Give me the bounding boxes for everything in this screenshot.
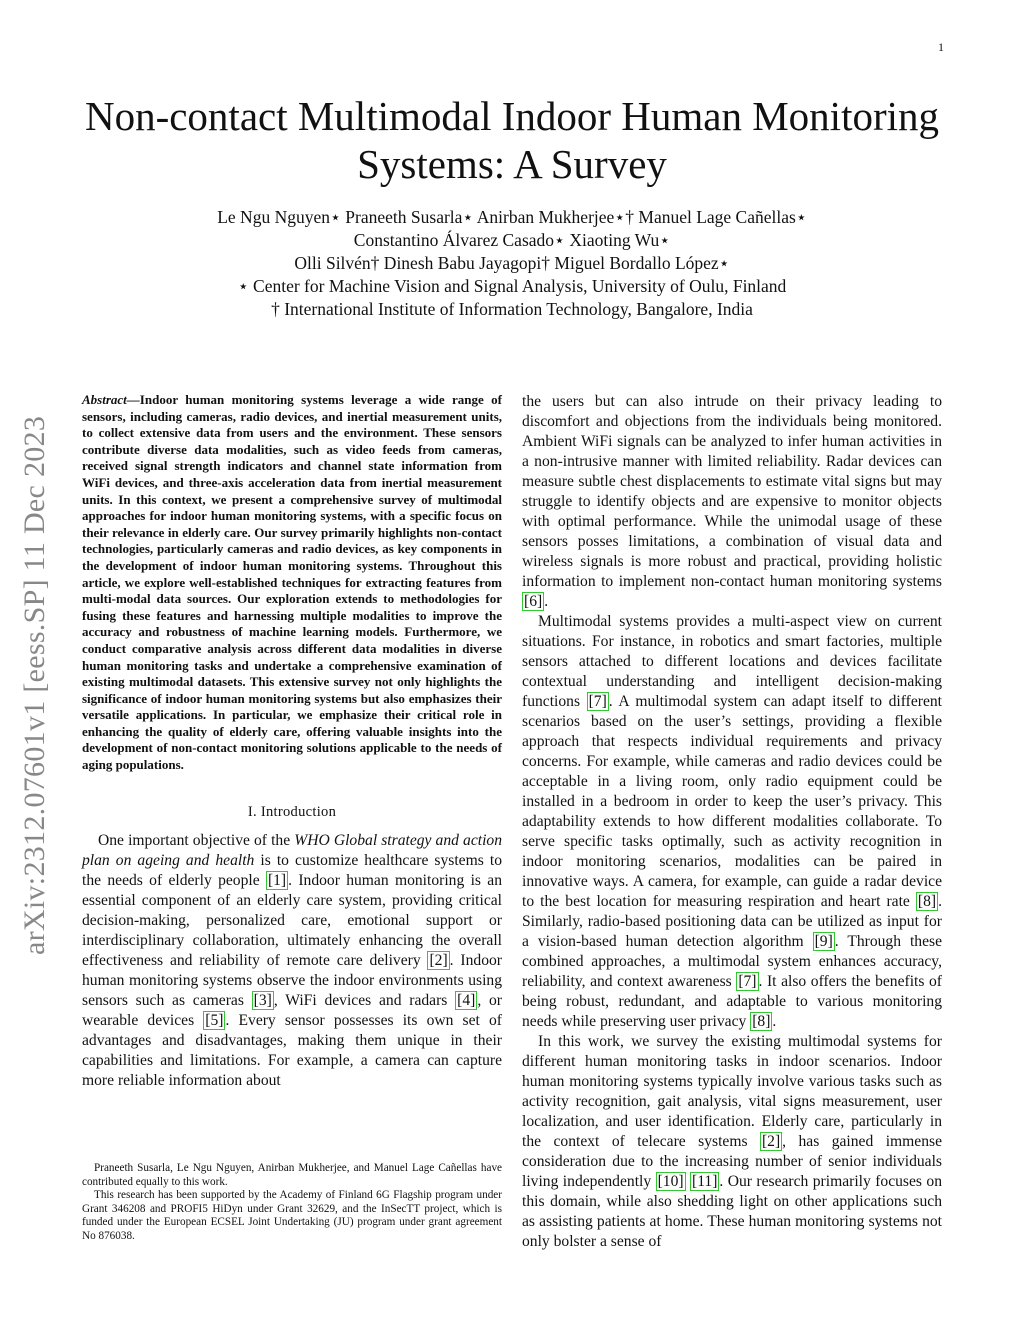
author-line-2: Constantino Álvarez Casado⋆ Xiaoting Wu⋆ <box>353 230 671 250</box>
intro-paragraph: One important objective of the WHO Global strategy and action plan on ageing and health is to customize healthcare systems to the needs of elderly people [1] . Indoor human monitoring is an essential component of an elderly care system, providing critical decision-making, personalized care, emotional support or interdisciplinary collaboration, ultimately enhancing the overall effectiveness and reliability of remote care delivery [2] . Indoor human monitoring systems observe the indoor environments using sensors such as cameras [3] , WiFi devices and radars [4] , or wearable devices [5] . Every sensor possesses its own set of advantages and disadvantages, making them unique in their capabilities and limitations. For example, a camera can capture more reliable information about <box>82 831 503 1089</box>
citation-link[interactable]: [2] <box>761 1133 781 1150</box>
affiliation-1: ⋆ Center for Machine Vision and Signal Analysis, University of Oulu, Finland <box>237 276 787 296</box>
abstract-text: Indoor human monitoring systems leverage a wide range of sensors, including cameras, radio devices, and inertial measurement units, to collect extensive data from users and the environment. These sensors contribute diverse data modalities, such as video feeds from cameras, received signal strength indicators and channel state information from WiFi devices, and three-axis acceleration data from inertial measurement units. In this context, we present a comprehensive survey of multimodal approaches for indoor human monitoring systems, with a specific focus on their relevance in elderly care. Our survey primarily highlights non-contact technologies, particularly cameras and radio devices, as key components in the development of indoor human monitoring systems. Throughout this article, we explore well-established techniques for extracting features from multi-modal data sources. Our exploration extends to methodologies for fusing these features and harnessing multiple modalities to improve the accuracy and robustness of machine learning models. Furthermore, we conduct comparative analysis across different data modalities in diverse human monitoring tasks and undertake a comprehensive examination of existing multimodal datasets. This extensive survey not only highlights the significance of indoor human monitoring systems but also emphasizes their versatile applications. In particular, we emphasize their critical role in enhancing the quality of elderly care, offering valuable insights into the development of non-contact monitoring solutions applicable to the needs of aging populations. <box>82 392 502 773</box>
body-paragraph: Multimodal systems provides a multi-aspect view on current situations. For instance, in robotics and smart factories, multiple sensors attached to different locations and devices facilitate contextual understanding and intelligent decision-making functions [7] . A multimodal system can adapt itself to different scenarios based on the user’s settings, providing a flexible approach that respects individual requirements and privacy concerns. For example, while cameras and radio devices could be acceptable in a living room, only radio equipment could be installed in a bedroom in order to keep the user’s privacy. This adaptability extends to how different modalities collaborate. To serve specific tasks optimally, such as activity recognition in indoor monitoring scenarios, modalities can be paired in innovative ways. A camera, for example, can guide a radar device to the best location for measuring respiration and heart rate [8] . Similarly, radio-based positioning data can be utilized as input for a vision-based human detection algorithm [9] . Through these combined approaches, a multimodal system enhances accuracy, reliability, and context awareness [7] . It also offers the benefits of being robust, redundant, and adaptable to various monitoring needs while preserving user privacy [8] . <box>522 613 942 1030</box>
citation-link[interactable]: [11] <box>692 1173 718 1190</box>
author-line-3: Olli Silvén† Dinesh Babu Jayagopi† Miguel Bordallo López⋆ <box>294 253 730 273</box>
citation-link[interactable]: [7] <box>588 693 607 710</box>
title-line-2: Systems: A Survey <box>357 141 667 187</box>
footnote-2: This research has been supported by the Academy of Finland 6G Flagship program under Grant 346208 and PROFI5 HiDyn under Grant 32629, and the InSecTT project, which is funded under the European ECSEL Joint Undertaking (JU) program under grant agreement No 876038. <box>82 1189 502 1242</box>
author-line-1: Le Ngu Nguyen⋆ Praneeth Susarla⋆ Anirban Mukherjee⋆† Manuel Lage Cañellas⋆ <box>217 207 807 227</box>
author-block <box>100 206 924 321</box>
citation-link[interactable]: [3] <box>253 991 272 1009</box>
paper-title <box>60 92 964 188</box>
citation-link[interactable]: [4] <box>457 991 476 1009</box>
abstract-heading: Abstract— <box>82 392 140 407</box>
citation-link[interactable]: [10] <box>657 1173 684 1190</box>
left-column <box>82 392 502 1091</box>
citation-link[interactable]: [7] <box>738 973 757 990</box>
citation-link[interactable]: [1] <box>267 871 287 889</box>
body-paragraph: the users but can also intrude on their privacy leading to discomfort and objections from the individuals being monitored. Ambient WiFi signals can be analyzed to infer human activities in a non-intrusive manner with limited reliability. Radar devices can measure subtle chest displacements to estimate vital signs but may struggle to identify objects and are expensive to monitor objects with optimal performance. While the unimodal usage of these sensors posses limitations, a combination of visual data and wireless signals is more robust and practical, providing holistic information to implement non-contact human monitoring systems [6] . <box>522 393 942 610</box>
title-line-1: Non-contact Multimodal Indoor Human Monitoring <box>84 93 940 139</box>
page-number: 1 <box>938 40 944 54</box>
citation-link[interactable]: [8] <box>752 1013 771 1030</box>
citation-link[interactable]: [2] <box>429 951 448 969</box>
intro-body <box>82 831 502 1091</box>
citation-link[interactable]: [8] <box>917 893 937 910</box>
arxiv-identifier: arXiv:2312.07601v1 [eess.SP] 11 Dec 2023 <box>18 415 51 955</box>
abstract <box>82 392 502 774</box>
section-heading: I. Introduction <box>247 803 337 820</box>
footnotes <box>82 1162 502 1243</box>
right-column <box>522 392 942 1252</box>
footnote-1: Praneeth Susarla, Le Ngu Nguyen, Anirban Mukherjee, and Manuel Lage Cañellas have contributed equally to this work. <box>82 1162 502 1188</box>
citation-link[interactable]: [9] <box>814 933 833 950</box>
citation-link[interactable]: [5] <box>205 1011 224 1029</box>
citation-link[interactable]: [6] <box>524 593 543 610</box>
affiliation-2: † International Institute of Information Technology, Bangalore, India <box>271 299 753 319</box>
body-paragraph: In this work, we survey the existing multimodal systems for different human monitoring tasks in indoor scenarios. Indoor human monitoring systems typically involve various tasks such as activity recognition, gait analysis, vital signs measurement, user localization, and user identification. Elderly care, particularly in the context of telecare systems [2] , has gained immense consideration due to the increasing number of senior individuals living independently [10] [11] . Our research primarily focuses on this domain, while also shedding light on other applications such as assisting patients at home. These human monitoring systems not only bolster a sense of <box>522 1033 943 1250</box>
